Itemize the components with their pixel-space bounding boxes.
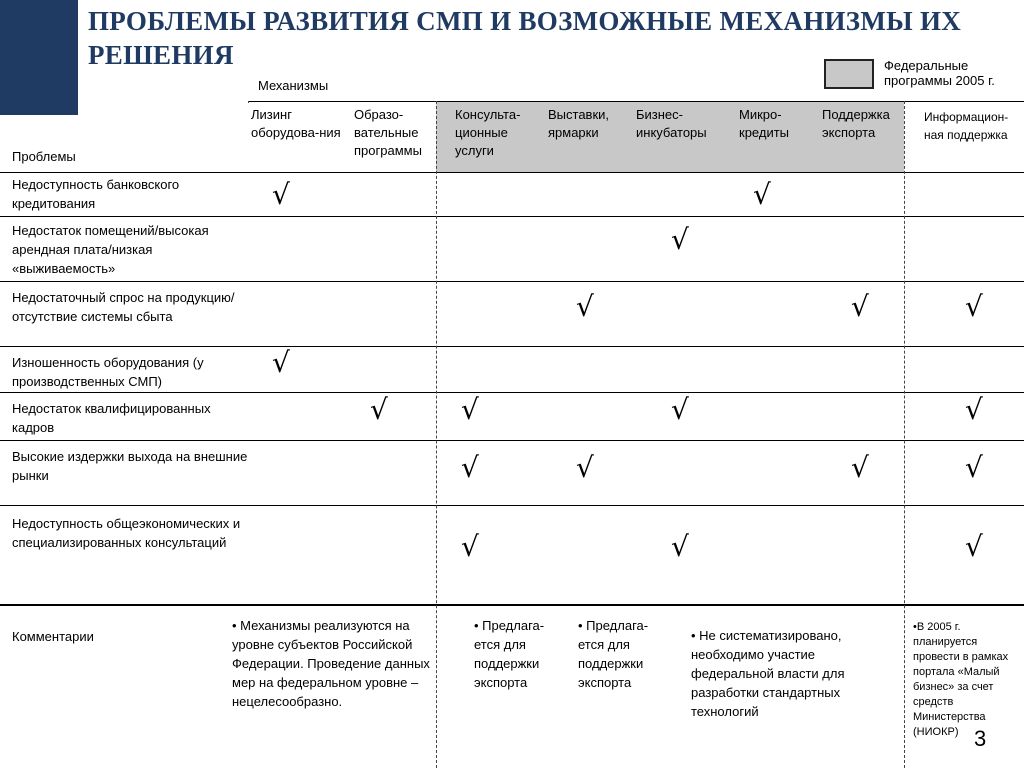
column-header-export-support: Поддержка экспорта: [822, 107, 890, 140]
mechanisms-label: Механизмы: [258, 78, 329, 93]
check-mark-icon: √: [671, 393, 689, 426]
check-mark-icon: √: [851, 290, 869, 323]
row-rule: [0, 440, 1024, 441]
column-header-leasing: Лизинг оборудова-ния: [251, 107, 341, 140]
check-mark-icon: √: [461, 393, 479, 426]
row-rule: [0, 346, 1024, 347]
check-mark-icon: √: [965, 290, 983, 323]
comment-info-support: •В 2005 г. планируется провести в рамках портала «Малый бизнес» за счет средств Министерства (НИОКР): [913, 621, 1009, 738]
header-bottom-rule: [0, 172, 1024, 173]
check-mark-icon: √: [576, 290, 594, 323]
check-mark-icon: √: [272, 346, 290, 379]
problem-cell: Недоступность банковского кредитования: [12, 177, 180, 211]
row-rule: [0, 281, 1024, 282]
row-rule: [0, 505, 1024, 506]
legend-swatch: [824, 59, 874, 89]
problem-cell: Недостаток квалифицированных кадров: [12, 401, 211, 435]
column-header-exhibitions: Выставки, ярмарки: [548, 107, 610, 140]
comment-regional: • Механизмы реализуются на уровне субъектов Российской Федерации. Проведение данных мер на федеральном уровне – нецелесообразно.: [232, 618, 430, 709]
problems-label: Проблемы: [12, 149, 76, 164]
problem-cell: Высокие издержки выхода на внешние рынки: [12, 449, 248, 483]
problem-cell: Недоступность общеэкономических и специализированных консультаций: [12, 516, 241, 550]
check-mark-icon: √: [753, 178, 771, 211]
check-mark-icon: √: [671, 223, 689, 256]
row-rule: [0, 216, 1024, 217]
column-header-microcredits: Микро-кредиты: [739, 107, 790, 140]
comment-incubators: • Не систематизировано, необходимо участие федеральной власти для разработки стандартных технологий: [691, 628, 845, 719]
check-mark-icon: √: [965, 393, 983, 426]
check-mark-icon: √: [576, 451, 594, 484]
comments-rule: [0, 604, 1024, 606]
column-header-education: Образо-вательные программы: [354, 107, 422, 158]
column-header-consulting: Консульта-ционные услуги: [455, 107, 521, 158]
check-mark-icon: √: [671, 530, 689, 563]
title-accent-bar: [0, 0, 78, 115]
column-divider: [436, 101, 437, 768]
column-header-info-support: Информацион-ная поддержка: [924, 110, 1009, 142]
column-divider: [248, 101, 249, 103]
check-mark-icon: √: [965, 451, 983, 484]
problem-cell: Недостаточный спрос на продукцию/отсутствие системы сбыта: [12, 290, 235, 324]
header-top-rule: [248, 101, 1024, 102]
problem-cell: Недостаток помещений/высокая арендная плата/низкая «выживаемость»: [12, 223, 209, 276]
comment-exhibitions: • Предлага-ется для поддержки экспорта: [578, 618, 649, 690]
page-title: ПРОБЛЕМЫ РАЗВИТИЯ СМП И ВОЗМОЖНЫЕ МЕХАНИЗМЫ ИХ РЕШЕНИЯ: [88, 6, 962, 70]
check-mark-icon: √: [272, 178, 290, 211]
row-rule: [0, 392, 1024, 393]
check-mark-icon: √: [461, 530, 479, 563]
check-mark-icon: √: [851, 451, 869, 484]
column-header-incubators: Бизнес-инкубаторы: [636, 107, 707, 140]
comment-consulting: • Предлага-ется для поддержки экспорта: [474, 618, 545, 690]
page-number: 3: [974, 726, 987, 751]
check-mark-icon: √: [370, 393, 388, 426]
comments-label: Комментарии: [12, 629, 94, 644]
column-divider: [904, 101, 905, 768]
legend-label: Федеральные программы 2005 г.: [884, 58, 995, 88]
problem-cell: Изношенность оборудования (у производственных СМП): [12, 355, 204, 389]
check-mark-icon: √: [965, 530, 983, 563]
check-mark-icon: √: [461, 451, 479, 484]
